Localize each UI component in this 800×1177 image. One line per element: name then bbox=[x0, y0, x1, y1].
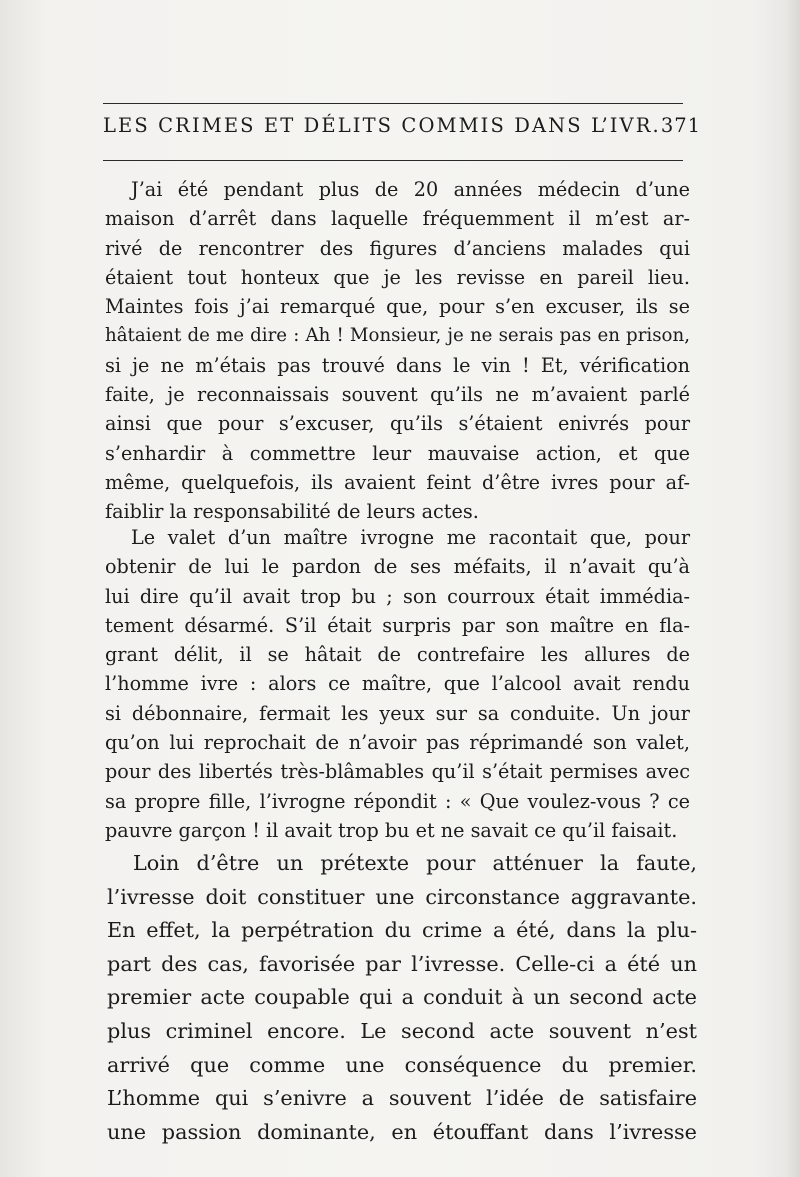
text-line: pour des libertés très-blâmables qu’il s’était permises avec bbox=[105, 760, 690, 784]
text-line: hâtaient de me dire : Ah ! Monsieur, je ne serais pas en prison, bbox=[105, 325, 690, 347]
text-line: arrivé que comme une conséquence du premier. bbox=[107, 1052, 697, 1077]
header-rule-top bbox=[103, 103, 683, 104]
text-line: ainsi que pour s’excuser, qu’ils s’étaient enivrés pour bbox=[105, 412, 690, 436]
paragraph-1 bbox=[105, 175, 690, 527]
text-line: tement désarmé. S’il était surpris par son maître en fla- bbox=[105, 613, 690, 637]
text-line: si débonnaire, fermait les yeux sur sa conduite. Un jour bbox=[105, 701, 690, 725]
text-line: lui dire qu’il avait trop bu ; son courroux était immédia- bbox=[105, 584, 690, 608]
text-line: grant délit, il se hâtait de contrefaire les allures de bbox=[105, 643, 690, 667]
text-line: même, quelquefois, ils avaient feint d’être ivres pour af- bbox=[105, 470, 690, 494]
text-line: s’enhardir à commettre leur mauvaise action, et que bbox=[105, 441, 690, 465]
text-line: rivé de rencontrer des figures d’anciens malades qui bbox=[105, 236, 690, 260]
text-line: obtenir de lui le pardon de ses méfaits, il n’avait qu’à bbox=[105, 555, 690, 579]
text-line: sa propre fille, l’ivrogne répondit : « Que voulez-vous ? ce bbox=[105, 789, 690, 813]
text-line: l’homme ivre : alors ce maître, que l’alcool avait rendu bbox=[105, 672, 690, 696]
text-line: Le valet d’un maître ivrogne me racontait que, pour bbox=[131, 526, 690, 549]
text-line: Loin d’être un prétexte pour atténuer la faute, bbox=[133, 851, 697, 875]
text-line: une passion dominante, en étouffant dans l’ivresse bbox=[107, 1119, 697, 1144]
text-line: plus criminel encore. Le second acte souvent n’est bbox=[107, 1018, 697, 1043]
text-line: étaient tout honteux que je les revisse en pareil lieu. bbox=[105, 265, 690, 289]
page-number: 371 bbox=[660, 114, 702, 137]
text-line: premier acte coupable qui a conduit à un second acte bbox=[107, 985, 697, 1010]
text-line: En effet, la perpétration du crime a été, dans la plu- bbox=[107, 918, 697, 943]
text-line: Maintes fois j’ai remarqué que, pour s’en excuser, ils se bbox=[105, 295, 690, 319]
running-title: LES CRIMES ET DÉLITS COMMIS DANS L’IVR. bbox=[103, 114, 661, 137]
text-line: qu’on lui reprochait de n’avoir pas réprimandé son valet, bbox=[105, 731, 690, 755]
text-line: faite, je reconnaissais souvent qu’ils ne m’avaient parlé bbox=[105, 383, 690, 407]
paragraph-3 bbox=[107, 847, 697, 1149]
text-line: maison d’arrêt dans laquelle fréquemment il m’est ar- bbox=[105, 207, 690, 231]
text-line: pauvre garçon ! il avait trop bu et ne savait ce qu’il faisait. bbox=[105, 818, 678, 842]
running-header bbox=[103, 114, 702, 154]
paragraph-2 bbox=[105, 523, 690, 845]
text-line: l’ivresse doit constituer une circonstance aggravante. bbox=[107, 884, 697, 909]
text-line: J’ai été pendant plus de 20 années médecin d’une bbox=[131, 178, 690, 201]
text-line: L’homme qui s’enivre a souvent l’idée de satisfaire bbox=[107, 1086, 697, 1111]
text-line: part des cas, favorisée par l’ivresse. Celle-ci a été un bbox=[107, 951, 697, 976]
page-edge-shadow bbox=[786, 0, 800, 1177]
text-line: faiblir la responsabilité de leurs actes. bbox=[105, 500, 479, 524]
header-rule-bottom bbox=[103, 160, 683, 161]
text-line: si je ne m’étais pas trouvé dans le vin ! Et, vérification bbox=[105, 353, 690, 377]
